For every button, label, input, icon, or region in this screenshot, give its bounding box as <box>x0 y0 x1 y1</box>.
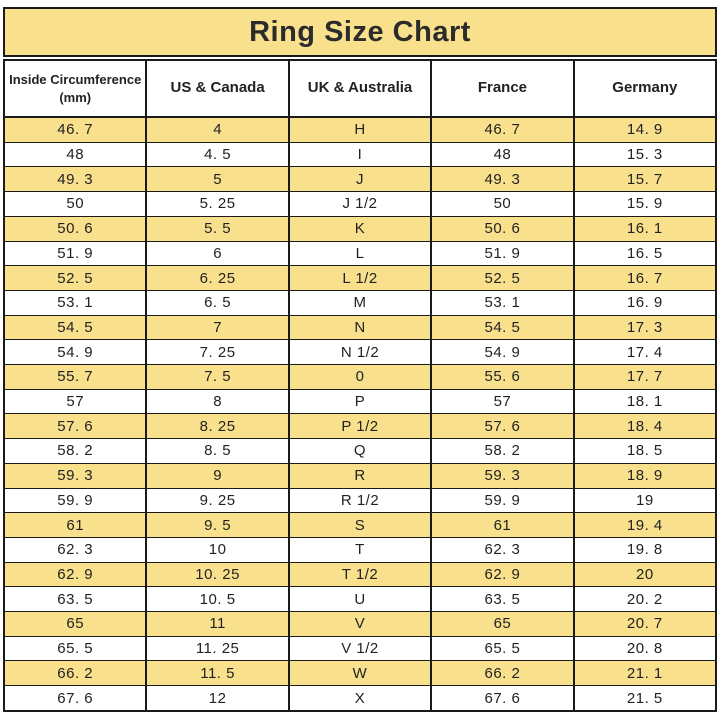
table-row <box>5 661 715 686</box>
table-cell: 57. 6 <box>432 414 574 438</box>
header-inside-circumference-line2: (mm) <box>59 89 92 105</box>
table-row <box>5 266 715 291</box>
table-cell: 7. 5 <box>147 365 289 389</box>
table-row <box>5 390 715 415</box>
table-cell: 5. 5 <box>147 217 289 241</box>
table-cell: 53. 1 <box>5 291 147 315</box>
table-cell: 50. 6 <box>432 217 574 241</box>
table-row <box>5 439 715 464</box>
table-cell: 65. 5 <box>432 637 574 661</box>
header-germany: Germany <box>612 79 678 97</box>
table-cell: 48 <box>5 143 147 167</box>
table-cell: 9. 25 <box>147 489 289 513</box>
table-row <box>5 563 715 588</box>
table-cell: 15. 9 <box>626 195 663 213</box>
table-cell: 49. 3 <box>432 167 574 191</box>
table-row <box>5 118 715 143</box>
table-cell: X <box>290 686 432 710</box>
table-cell: 7. 25 <box>147 340 289 364</box>
table-cell: 59. 9 <box>432 489 574 513</box>
table-cell: 17. 7 <box>626 368 663 386</box>
table-cell: 61 <box>432 513 574 537</box>
table-cell: 66. 2 <box>432 661 574 685</box>
page-title: Ring Size Chart <box>249 15 471 48</box>
table-cell: T 1/2 <box>290 563 432 587</box>
table-cell: 54. 9 <box>5 340 147 364</box>
table-cell: 49. 3 <box>5 167 147 191</box>
table-cell: P <box>290 390 432 414</box>
table-cell: 5 <box>147 167 289 191</box>
table-cell: 8. 25 <box>147 414 289 438</box>
table-cell: K <box>290 217 432 241</box>
table-cell: 58. 2 <box>432 439 574 463</box>
table-cell: 57. 6 <box>5 414 147 438</box>
table-cell: 15. 3 <box>626 146 663 164</box>
table-cell: 55. 7 <box>5 365 147 389</box>
table-cell: 50 <box>432 192 574 216</box>
table-cell: 52. 5 <box>432 266 574 290</box>
ring-size-chart <box>3 7 717 712</box>
table-row <box>5 192 715 217</box>
table-cell: 57 <box>5 390 147 414</box>
table-cell: 59. 3 <box>432 464 574 488</box>
table-row <box>5 340 715 365</box>
table-cell: 8 <box>147 390 289 414</box>
table-cell: 62. 3 <box>5 538 147 562</box>
table-cell: 63. 5 <box>5 587 147 611</box>
table-cell: 51. 9 <box>5 242 147 266</box>
table-cell: 11. 5 <box>147 661 289 685</box>
table-cell: 6 <box>147 242 289 266</box>
table-cell: N <box>290 316 432 340</box>
table-cell: 12 <box>147 686 289 710</box>
table-cell: 5. 25 <box>147 192 289 216</box>
table-cell: W <box>290 661 432 685</box>
table-row <box>5 513 715 538</box>
table-cell: 54. 5 <box>5 316 147 340</box>
table-cell: 7 <box>147 316 289 340</box>
table-cell: 10. 5 <box>147 587 289 611</box>
table-cell: 57 <box>432 390 574 414</box>
table-row <box>5 489 715 514</box>
table-cell: 59. 9 <box>5 489 147 513</box>
table-cell: 14. 9 <box>626 121 663 139</box>
table-cell: 53. 1 <box>432 291 574 315</box>
ring-size-table <box>3 59 717 712</box>
table-cell: 19 <box>635 491 654 509</box>
table-cell: L <box>290 242 432 266</box>
table-cell: 17. 4 <box>626 343 663 361</box>
table-header-row <box>5 61 715 118</box>
table-cell: 18. 5 <box>626 442 663 460</box>
table-cell: 21. 5 <box>626 689 663 707</box>
table-cell: 50. 6 <box>5 217 147 241</box>
table-cell: N 1/2 <box>290 340 432 364</box>
table-row <box>5 143 715 168</box>
table-cell: 67. 6 <box>432 686 574 710</box>
table-cell: 65. 5 <box>5 637 147 661</box>
header-us-canada: US & Canada <box>147 61 289 116</box>
table-cell: 6. 25 <box>147 266 289 290</box>
table-row <box>5 686 715 710</box>
table-cell: J 1/2 <box>290 192 432 216</box>
table-cell: 66. 2 <box>5 661 147 685</box>
table-cell: 18. 1 <box>626 393 663 411</box>
table-cell: 62. 9 <box>5 563 147 587</box>
header-uk-australia: UK & Australia <box>290 61 432 116</box>
table-cell: 18. 9 <box>626 467 663 485</box>
table-row <box>5 414 715 439</box>
table-cell: 11 <box>147 612 289 636</box>
table-cell: P 1/2 <box>290 414 432 438</box>
table-cell: 10. 25 <box>147 563 289 587</box>
table-row <box>5 217 715 242</box>
table-cell: 10 <box>147 538 289 562</box>
table-cell: 9. 5 <box>147 513 289 537</box>
table-cell: 52. 5 <box>5 266 147 290</box>
header-inside-circumference <box>5 61 147 116</box>
table-cell: 18. 4 <box>626 417 663 435</box>
table-cell: Q <box>290 439 432 463</box>
table-cell: 46. 7 <box>5 118 147 142</box>
table-cell: 11. 25 <box>147 637 289 661</box>
table-body <box>5 118 715 710</box>
table-cell: V <box>290 612 432 636</box>
table-row <box>5 637 715 662</box>
table-cell: 51. 9 <box>432 242 574 266</box>
table-cell: 19. 8 <box>626 541 663 559</box>
table-cell: 58. 2 <box>5 439 147 463</box>
table-cell: R <box>290 464 432 488</box>
table-cell: 16. 9 <box>626 294 663 312</box>
table-cell: 62. 3 <box>432 538 574 562</box>
table-row <box>5 587 715 612</box>
table-row <box>5 612 715 637</box>
table-cell: I <box>290 143 432 167</box>
table-cell: R 1/2 <box>290 489 432 513</box>
table-cell: 65 <box>5 612 147 636</box>
table-cell: 59. 3 <box>5 464 147 488</box>
chart-title-band <box>3 7 717 57</box>
table-cell: 16. 5 <box>626 244 663 262</box>
table-cell: 54. 5 <box>432 316 574 340</box>
table-row <box>5 464 715 489</box>
table-cell: 63. 5 <box>432 587 574 611</box>
table-cell: 55. 6 <box>432 365 574 389</box>
table-cell: 46. 7 <box>432 118 574 142</box>
table-row <box>5 242 715 267</box>
table-cell: U <box>290 587 432 611</box>
table-cell: V 1/2 <box>290 637 432 661</box>
table-cell: 6. 5 <box>147 291 289 315</box>
table-cell: 9 <box>147 464 289 488</box>
header-france: France <box>432 61 574 116</box>
table-cell: 20. 8 <box>626 640 663 658</box>
table-cell: 65 <box>432 612 574 636</box>
table-cell: 20. 2 <box>626 590 663 608</box>
table-row <box>5 538 715 563</box>
table-cell: T <box>290 538 432 562</box>
table-cell: 20 <box>635 566 654 583</box>
table-cell: 48 <box>432 143 574 167</box>
table-cell: H <box>290 118 432 142</box>
table-cell: 0 <box>290 365 432 389</box>
table-cell: 16. 1 <box>626 220 663 238</box>
table-cell: 67. 6 <box>5 686 147 710</box>
table-cell: 54. 9 <box>432 340 574 364</box>
table-cell: S <box>290 513 432 537</box>
table-cell: 8. 5 <box>147 439 289 463</box>
table-cell: 19. 4 <box>626 516 663 534</box>
table-cell: 4. 5 <box>147 143 289 167</box>
table-row <box>5 167 715 192</box>
table-row <box>5 316 715 341</box>
header-inside-circumference-line1: Inside Circumference <box>9 71 142 87</box>
table-cell: 15. 7 <box>626 170 663 188</box>
table-cell: J <box>290 167 432 191</box>
table-cell: 17. 3 <box>626 318 663 336</box>
table-cell: 61 <box>5 513 147 537</box>
table-row <box>5 365 715 390</box>
table-cell: 62. 9 <box>432 563 574 587</box>
table-cell: 4 <box>147 118 289 142</box>
table-cell: 20. 7 <box>626 615 663 633</box>
table-cell: L 1/2 <box>290 266 432 290</box>
table-row <box>5 291 715 316</box>
table-cell: M <box>290 291 432 315</box>
table-cell: 21. 1 <box>626 664 663 682</box>
table-cell: 50 <box>5 192 147 216</box>
table-cell: 16. 7 <box>626 269 663 287</box>
